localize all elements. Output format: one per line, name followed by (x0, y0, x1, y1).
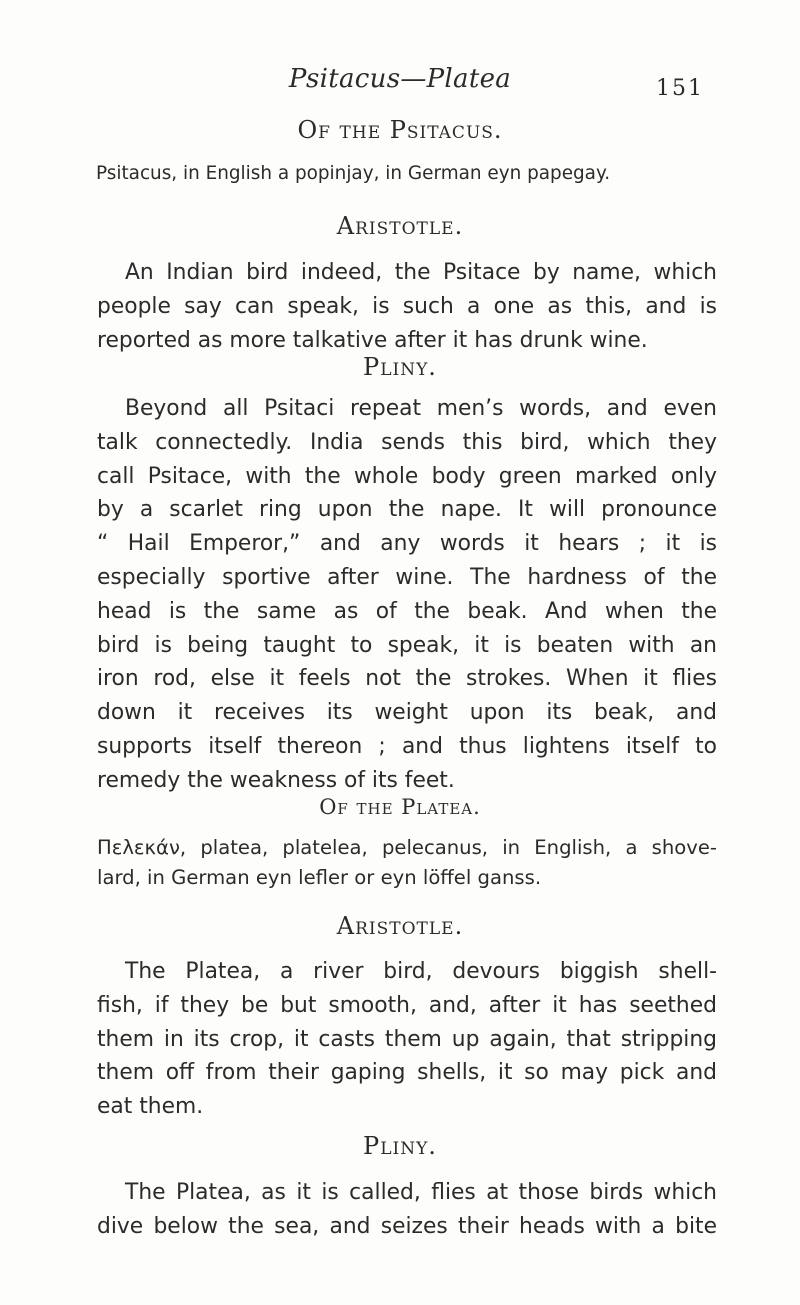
section-heading-pliny-psitacus: Pliny. (363, 353, 437, 381)
text-line: talk connectedly. India sends this bird, which they (97, 429, 717, 455)
section-heading-aristotle-platea: Aristotle. (336, 912, 464, 940)
page-number: 151 (656, 76, 704, 101)
text-line: Beyond all Psitaci repeat men’s words, and even (125, 396, 717, 421)
text-line: lard, in German eyn lefler or eyn löffel ganss. (97, 866, 542, 889)
section-heading-psitacus: Of the Psitacus. (297, 116, 503, 144)
section-heading-platea: Of the Platea. (319, 795, 481, 819)
text-line: head is the same as of the beak. And when the (97, 598, 717, 624)
psitacus-intro: Psitacus, in English a popinjay, in German eyn papegay. (96, 163, 611, 184)
text-line: eat them. (97, 1094, 204, 1120)
text-line: call Psitace, with the whole body green marked only (97, 463, 717, 489)
text-line: especially sportive after wine. The hardness of the (97, 564, 717, 590)
text-line: them in its crop, it casts them up again, that stripping (97, 1026, 717, 1052)
text-line: The Platea, a river bird, devours biggish shell- (125, 959, 717, 984)
text-line: people say can speak, is such a one as this, and is (97, 293, 717, 319)
text-line: iron rod, else it feels not the strokes. When it flies (97, 666, 717, 692)
text-line: dive below the sea, and seizes their heads with a bite (97, 1213, 717, 1239)
aristotle-platea-paragraph (97, 955, 717, 1124)
text-line: bird is being taught to speak, it is beaten with an (97, 632, 717, 658)
text-line: supports itself thereon ; and thus lightens itself to (97, 733, 717, 759)
text-line: “ Hail Emperor,” and any words it hears ; it is (97, 531, 717, 557)
running-title: Psitacus—Platea (288, 64, 512, 94)
text-line: reported as more talkative after it has drunk wine. (97, 327, 648, 353)
text-line: down it receives its weight upon its beak, and (97, 700, 717, 726)
text-line: by a scarlet ring upon the nape. It will pronounce (97, 497, 717, 523)
section-heading-aristotle-psitacus: Aristotle. (336, 212, 464, 240)
text-line: remedy the weakness of its feet. (97, 767, 455, 793)
text-line: them off from their gaping shells, it so may pick and (97, 1060, 717, 1086)
text-line: The Platea, as it is called, flies at those birds which (125, 1180, 717, 1205)
pliny-psitacus-paragraph (97, 392, 717, 798)
text-line: fish, if they be but smooth, and, after it has seethed (97, 992, 717, 1018)
pliny-platea-paragraph (97, 1176, 717, 1244)
running-head (0, 64, 800, 104)
aristotle-psitacus-paragraph (97, 256, 717, 357)
platea-intro (97, 833, 717, 893)
text-line: Πελεκάν, platea, platelea, pelecanus, in English, a shove- (97, 836, 717, 859)
section-heading-pliny-platea: Pliny. (363, 1132, 437, 1160)
text-line: An Indian bird indeed, the Psitace by name, which (125, 260, 717, 285)
